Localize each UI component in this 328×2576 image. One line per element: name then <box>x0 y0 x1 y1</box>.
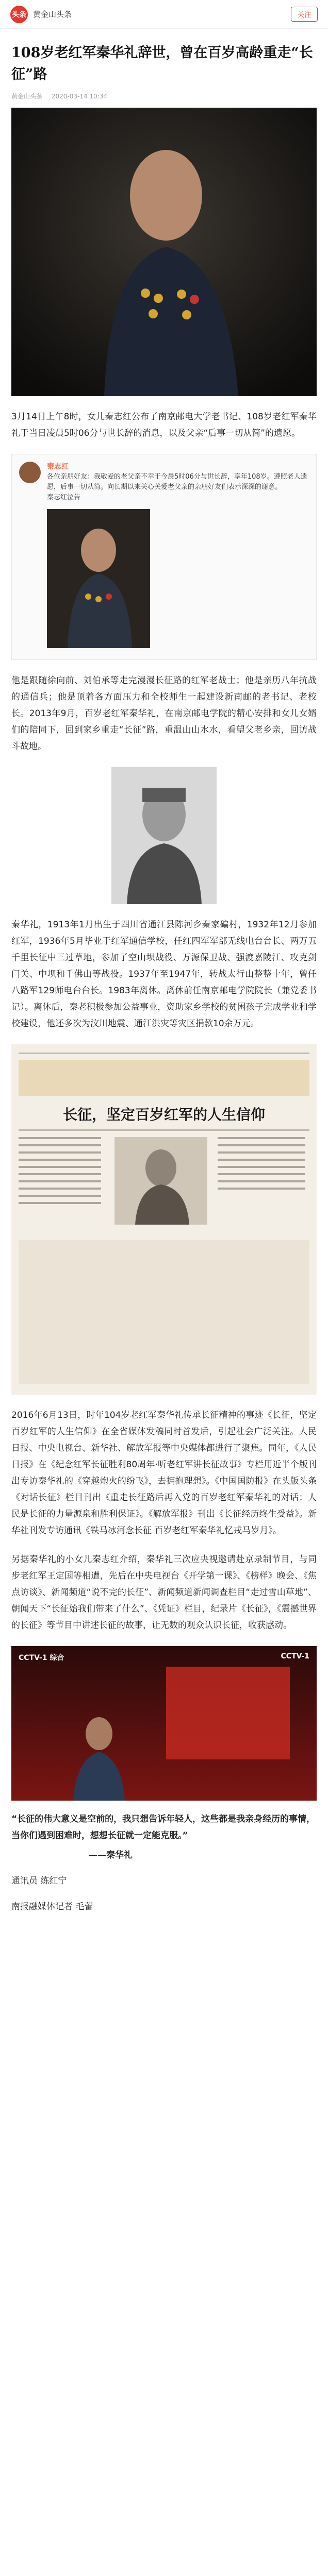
top-bar <box>0 0 328 29</box>
weibo-author[interactable]: 秦志红 <box>47 463 69 471</box>
paragraph-1: 3月14日上午8时，女儿秦志红公布了南京邮电大学老书记、108岁老红军秦华礼于当日凌晨5时06分与世长辞的消息，以及父亲“后事一切从简”的遗愿。 <box>11 412 317 438</box>
newspaper-clipping <box>11 1044 317 1395</box>
newspaper-photo-image <box>114 1137 207 1225</box>
veteran-photo-image <box>47 509 150 648</box>
article-meta <box>11 92 317 100</box>
paragraph-2: 他是跟随徐向前、刘伯承等走完漫漫长征路的红军老战士；他是亲历八年抗战的通信兵；他是顶着各方面压力和全校师生一起建设新南邮的老书记、老校长。2013年9月，百岁老红军秦华礼，在南京邮电学院的精心安排和女儿女婿们的陪同下，回到家乡重走“长征”路，重温山山水水，看望父老乡亲，回访战斗故地。 <box>11 675 317 752</box>
quote: “长征的伟大意义是空前的，我只想告诉年轻人，这些都是我亲身经历的事情，当你们遇到困难时，想想长征就一定能克服。” <box>11 1814 316 1841</box>
veteran-portrait-image <box>11 108 317 396</box>
paragraph-5: 另据秦华礼的小女儿秦志红介绍，秦华礼三次应央视邀请赴京录制节目，与同步老红军王定国等相遭，先后在中央电视台《开学第一课》、《榜样》晚会、《焦点访谈》、新闻频道“说不完的长征”、新闻频道新闻调查栏目“走过雪山草地”、朝闻天下“长征始我们带来了什么”、《凭证》栏目，纪录片《长征》，《震撼世界的长征》等节目中讲述长征的故事，让无数的观众认识长征，收获感动。 <box>11 1554 317 1631</box>
newspaper-rule <box>19 1053 309 1054</box>
article-date: 2020-03-14 10:34 <box>51 93 107 100</box>
app-name[interactable]: 黄金山头条 <box>33 10 72 19</box>
article-title: 108岁老红军秦华礼辞世，曾在百岁高龄重走“长征”路 <box>11 45 313 82</box>
weibo-image[interactable] <box>47 509 309 650</box>
young-portrait <box>111 767 217 904</box>
weibo-post <box>11 454 317 660</box>
follow-button[interactable]: 关注 <box>291 7 318 22</box>
credit-reporter: 南报融媒体记者 毛蕾 <box>11 1902 93 1912</box>
paragraph-4: 2016年6月13日，时年104岁老红军秦华礼传承长征精神的事迹《长征，坚定百岁红军的人生信仰》在全省媒体发稿同时首发后，引起社会广泛关注。人民日报、中央电视台、新华社、解放军报等中央媒体都进行了聚焦。同年，《人民日报》在《纪念红军长征胜利80周年·听老红军讲长征故事》专栏用近半个版刊出专访秦华礼的《穿越炮火的纷飞》，去拥抱理想》。《中国国防报》在头版头条《对话长征》栏目刊出《重走长征路后再入党的百岁老红军秦华礼的对话：人民是长征的力量源泉和胜利保证》。《解放军报》刊出《长征经历终生受益》。新华社刊发专访通讯《铁马冰河念长征 百岁老红军秦华礼忆戎马岁月》。 <box>11 1410 317 1536</box>
paragraph-3: 秦华礼，1913年1月出生于四川省通江县陈河乡秦家碥村，1932年12月参加红军，1936年5月毕业于红军通信学校，任红四军军部无线电台台长、两万五千里长征中三过草地，参加了空山坝战役、万源保卫战、强渡嘉陵江、攻克剑门关、中坝和千佛山等战役。1937年至1947年，转战太行山整整十年，曾任八路军129师电台台长。1983年离休。离休前任南京邮电学院院长（兼党委书记）。离休后，秦老积极参加公益事业，资助家乡学校的贫困孩子完成学业和学校建设，他还多次为汶川地震、通江洪灾等灾区捐款10余万元。 <box>11 920 317 1029</box>
article <box>0 42 328 1915</box>
quote-signature: ——秦华礼 <box>89 1850 133 1860</box>
tv-screenshot <box>11 1646 317 1801</box>
young-portrait-image <box>111 767 217 904</box>
tv-channel-logo-right: CCTV-1 <box>281 1652 309 1660</box>
app-logo-icon[interactable]: 头条 <box>10 6 28 23</box>
credit-correspondent: 通讯员 练红宁 <box>11 1876 67 1886</box>
tv-channel-logo: CCTV-1 综合 <box>19 1654 64 1662</box>
newspaper-photo <box>114 1137 207 1225</box>
newspaper-body <box>19 1240 309 1384</box>
weibo-sign: 秦志红泣告 <box>47 494 81 501</box>
hero-photo <box>11 108 317 396</box>
avatar[interactable] <box>19 462 41 483</box>
tv-stage-image <box>11 1646 317 1801</box>
weibo-text: 各位亲朋好友：我敬爱的老父亲不幸于今晨5时06分与世长辞，享年108岁。遵照老人遗愿，后事一切从简。向长期以来关心关爱老父亲的亲朋好友们表示深深的谢意。 <box>47 473 307 491</box>
article-source[interactable]: 黄金山头条 <box>11 93 43 100</box>
newspaper-headline: 长征，坚定百岁红军的人生信仰 <box>62 1106 265 1123</box>
